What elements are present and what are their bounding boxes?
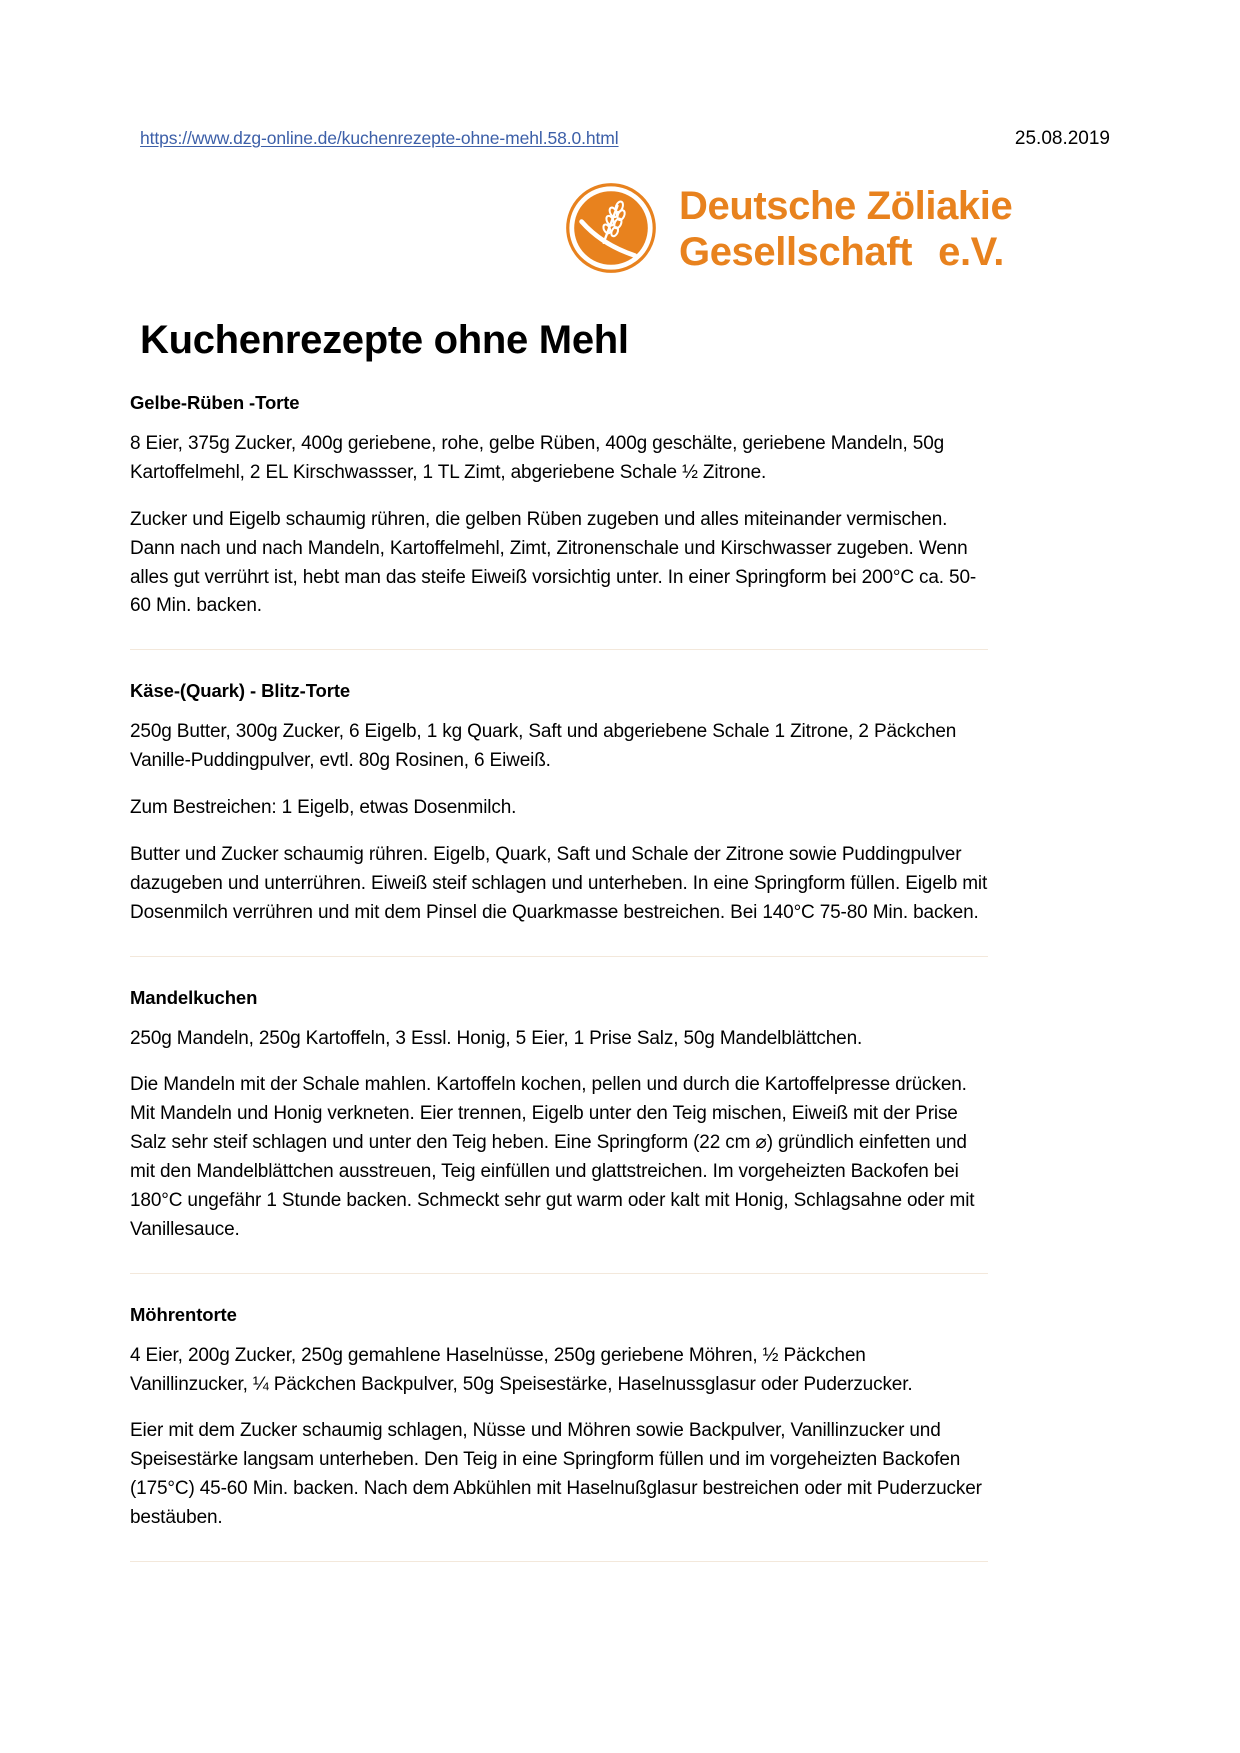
recipe-moehrentorte [130,1304,988,1533]
recipe-title: Gelbe-Rüben -Torte [130,392,300,413]
recipe-instructions: Eier mit dem Zucker schaumig schlagen, Nüsse und Möhren sowie Backpulver, Vanillinzucker und Speisestärke langsam unterheben. Den Teig in eine Springform füllen und im vorgeheizten Backofen (175°C) 45-60 Min. backen. Nach dem Abkühlen mit Haselnußglasur bestreichen oder mit Puderzucker bestäuben. [130,1420,982,1528]
document-date: 25.08.2019 [1014,128,1110,149]
logo-line-1: Deutsche Zöliakie [679,184,1013,228]
recipe-ingredients: 4 Eier, 200g Zucker, 250g gemahlene Haselnüsse, 250g geriebene Möhren, ½ Päckchen Vanillinzucker, ¼ Päckchen Backpulver, 50g Speisestärke, Haselnussglasur oder Puderzucker. [130,1344,913,1395]
recipe-title: Käse-(Quark) - Blitz-Torte [130,680,351,702]
page-title: Kuchenrezepte ohne Mehl [140,318,629,362]
recipe-ingredients: 8 Eier, 375g Zucker, 400g geriebene, rohe, gelbe Rüben, 400g geschälte, geriebene Mandeln, 50g Kartoffelmehl, 2 EL Kirschwassser, 1 TL Zimt, abgeriebene Schale ½ Zitrone. [130,433,945,483]
section-divider [130,1273,988,1274]
recipe-instructions: Zucker und Eigelb schaumig rühren, die gelben Rüben zugeben und alles miteinander vermischen. Dann nach und nach Mandeln, Kartoffelmehl, Zimt, Zitronenschale und Kirschwasser zugeben. Wenn alles gut verrührt ist, hebt man das steife Eiweiß vorsichtig unter. In einer Springform bei 200°C ca. 50-60 Min. backen. [130,508,977,617]
dzg-wordmark [679,184,1012,272]
dzg-logo [565,182,1012,274]
logo-line-2-main: Gesellschaft [679,230,913,274]
recipe-ingredients: 250g Mandeln, 250g Kartoffeln, 3 Essl. Honig, 5 Eier, 1 Prise Salz, 50g Mandelblättchen. [130,1027,863,1049]
recipe-instructions: Butter und Zucker schaumig rühren. Eigelb, Quark, Saft und Schale der Zitrone sowie Puddingpulver dazugeben und unterrühren. Eiweiß steif schlagen und unterheben. In eine Springform füllen. Eigelb mit Dosenmilch verrühren und mit dem Pinsel die Quarkmasse bestreichen. Bei 140°C 75-80 Min. backen. [130,843,988,923]
recipe-ingredients: 250g Butter, 300g Zucker, 6 Eigelb, 1 kg Quark, Saft und abgeriebene Schale 1 Zitrone, 2 Päckchen Vanille-Puddingpulver, evtl. 80g Rosinen, 6 Eiweiß. [130,721,957,772]
recipe-title: Möhrentorte [130,1303,237,1325]
recipe-gelbe-rueben-torte [130,392,988,621]
section-divider [130,1561,988,1562]
document-header [140,128,1110,158]
recipe-mandelkuchen [130,987,988,1245]
recipes-container [130,392,988,1562]
recipe-kaese-quark-blitz-torte [130,680,988,927]
section-divider [130,956,988,957]
section-divider [130,649,988,650]
recipe-instructions: Die Mandeln mit der Schale mahlen. Kartoffeln kochen, pellen und durch die Kartoffelpresse drücken. Mit Mandeln und Honig verkneten. Eier trennen, Eigelb unter den Teig mischen, Eiweiß mit der Prise Salz sehr steif schlagen und unter den Teig heben. Eine Springform (22 cm ⌀) gründlich einfetten und mit den Mandelblättchen ausstreuen, Teig einfüllen und glattstreichen. Im vorgeheizten Backofen bei 180°C ungefähr 1 Stunde backen. Schmeckt sehr gut warm oder kalt mit Honig, Schlagsahne oder mit Vanillesauce. [130,1074,975,1240]
recipe-note: Zum Bestreichen: 1 Eigelb, etwas Dosenmilch. [130,797,517,818]
logo-line-2 [679,232,1012,272]
logo-line-2-suffix: e.V. [938,230,1004,274]
crossed-out-wheat-ear-icon [565,182,657,274]
recipe-title: Mandelkuchen [130,986,258,1008]
source-url-link[interactable]: https://www.dzg-online.de/kuchenrezepte-ohne-mehl.58.0.html [140,128,619,148]
